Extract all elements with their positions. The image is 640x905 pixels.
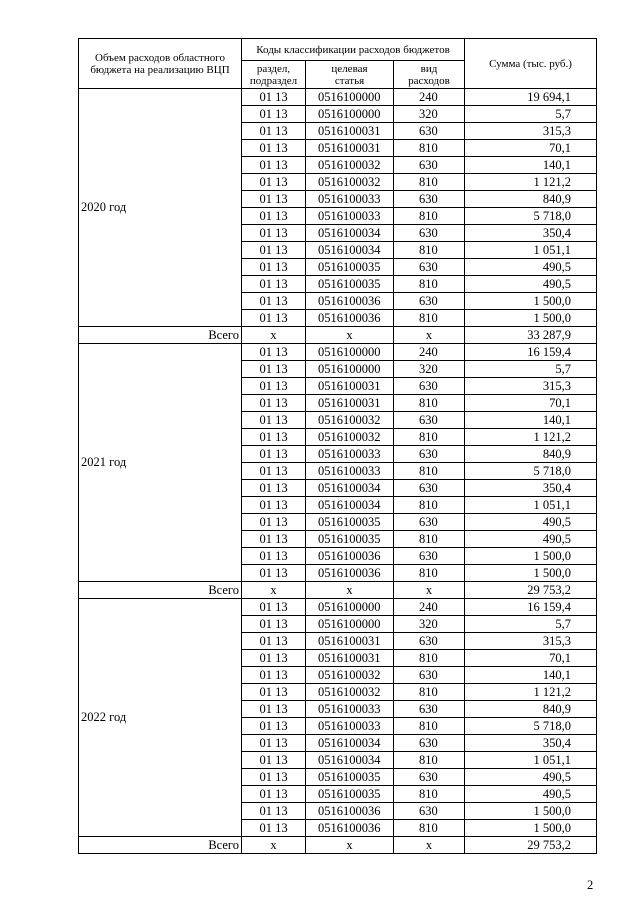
section-cell: 01 13	[242, 208, 306, 225]
type-cell: 240	[394, 89, 465, 106]
header-volume: Объем расходов областного бюджета на реализацию ВЦП	[79, 39, 242, 89]
article-cell: 0516100033	[306, 446, 394, 463]
sum-cell: 315,3	[465, 123, 597, 140]
article-cell: 0516100032	[306, 684, 394, 701]
type-cell: 810	[394, 174, 465, 191]
sum-cell: 1 500,0	[465, 310, 597, 327]
total-x-cell: x	[394, 582, 465, 599]
article-cell: 0516100032	[306, 667, 394, 684]
type-cell: 810	[394, 429, 465, 446]
sum-cell: 5 718,0	[465, 463, 597, 480]
article-cell: 0516100000	[306, 616, 394, 633]
sum-cell: 140,1	[465, 412, 597, 429]
total-x-cell: x	[306, 837, 394, 854]
article-cell: 0516100035	[306, 786, 394, 803]
type-cell: 630	[394, 548, 465, 565]
sum-cell: 490,5	[465, 786, 597, 803]
article-cell: 0516100036	[306, 820, 394, 837]
total-x-cell: x	[242, 837, 306, 854]
article-cell: 0516100033	[306, 191, 394, 208]
type-cell: 810	[394, 565, 465, 582]
section-cell: 01 13	[242, 548, 306, 565]
table-row	[79, 344, 597, 361]
total-label: Всего	[79, 582, 242, 599]
article-cell: 0516100031	[306, 650, 394, 667]
article-cell: 0516100033	[306, 718, 394, 735]
total-x-cell: x	[394, 837, 465, 854]
article-cell: 0516100035	[306, 531, 394, 548]
header-article: целевая статья	[306, 61, 394, 89]
article-cell: 0516100031	[306, 140, 394, 157]
section-cell: 01 13	[242, 480, 306, 497]
sum-cell: 5,7	[465, 616, 597, 633]
sum-cell: 840,9	[465, 446, 597, 463]
sum-cell: 5 718,0	[465, 208, 597, 225]
section-cell: 01 13	[242, 276, 306, 293]
article-cell: 0516100034	[306, 752, 394, 769]
budget-table	[78, 38, 597, 854]
sum-cell: 140,1	[465, 157, 597, 174]
sum-cell: 5,7	[465, 106, 597, 123]
type-cell: 630	[394, 446, 465, 463]
header-section: раздел, подраздел	[242, 61, 306, 89]
section-cell: 01 13	[242, 616, 306, 633]
article-cell: 0516100035	[306, 259, 394, 276]
type-cell: 810	[394, 650, 465, 667]
sum-cell: 70,1	[465, 650, 597, 667]
type-cell: 810	[394, 140, 465, 157]
article-cell: 0516100036	[306, 293, 394, 310]
section-cell: 01 13	[242, 531, 306, 548]
article-cell: 0516100032	[306, 429, 394, 446]
article-cell: 0516100033	[306, 208, 394, 225]
type-cell: 810	[394, 208, 465, 225]
section-cell: 01 13	[242, 310, 306, 327]
sum-cell: 1 051,1	[465, 752, 597, 769]
type-cell: 810	[394, 531, 465, 548]
type-cell: 810	[394, 684, 465, 701]
sum-cell: 1 500,0	[465, 293, 597, 310]
sum-cell: 350,4	[465, 480, 597, 497]
total-sum: 33 287,9	[465, 327, 597, 344]
article-cell: 0516100000	[306, 89, 394, 106]
sum-cell: 490,5	[465, 276, 597, 293]
section-cell: 01 13	[242, 650, 306, 667]
section-cell: 01 13	[242, 701, 306, 718]
sum-cell: 840,9	[465, 191, 597, 208]
total-row	[79, 582, 597, 599]
type-cell: 810	[394, 718, 465, 735]
year-label: 2021 год	[79, 344, 242, 582]
sum-cell: 315,3	[465, 633, 597, 650]
table-body	[79, 89, 597, 854]
type-cell: 630	[394, 803, 465, 820]
total-x-cell: x	[306, 327, 394, 344]
type-cell: 810	[394, 310, 465, 327]
section-cell: 01 13	[242, 786, 306, 803]
article-cell: 0516100034	[306, 480, 394, 497]
type-cell: 810	[394, 820, 465, 837]
section-cell: 01 13	[242, 429, 306, 446]
type-cell: 240	[394, 599, 465, 616]
section-cell: 01 13	[242, 752, 306, 769]
header-codes: Коды классификации расходов бюджетов	[242, 39, 465, 61]
section-cell: 01 13	[242, 174, 306, 191]
sum-cell: 840,9	[465, 701, 597, 718]
section-cell: 01 13	[242, 735, 306, 752]
total-x-cell: x	[306, 582, 394, 599]
sum-cell: 19 694,1	[465, 89, 597, 106]
article-cell: 0516100036	[306, 565, 394, 582]
section-cell: 01 13	[242, 293, 306, 310]
type-cell: 630	[394, 480, 465, 497]
section-cell: 01 13	[242, 769, 306, 786]
article-cell: 0516100000	[306, 106, 394, 123]
section-cell: 01 13	[242, 259, 306, 276]
article-cell: 0516100036	[306, 803, 394, 820]
sum-cell: 490,5	[465, 769, 597, 786]
article-cell: 0516100031	[306, 123, 394, 140]
article-cell: 0516100034	[306, 225, 394, 242]
sum-cell: 350,4	[465, 225, 597, 242]
sum-cell: 1 121,2	[465, 174, 597, 191]
article-cell: 0516100035	[306, 769, 394, 786]
type-cell: 630	[394, 412, 465, 429]
total-sum: 29 753,2	[465, 837, 597, 854]
article-cell: 0516100035	[306, 514, 394, 531]
total-row	[79, 837, 597, 854]
section-cell: 01 13	[242, 123, 306, 140]
total-row	[79, 327, 597, 344]
type-cell: 630	[394, 735, 465, 752]
type-cell: 240	[394, 344, 465, 361]
type-cell: 630	[394, 259, 465, 276]
article-cell: 0516100035	[306, 276, 394, 293]
type-cell: 630	[394, 157, 465, 174]
section-cell: 01 13	[242, 599, 306, 616]
sum-cell: 1 051,1	[465, 497, 597, 514]
sum-cell: 490,5	[465, 259, 597, 276]
article-cell: 0516100034	[306, 242, 394, 259]
type-cell: 630	[394, 701, 465, 718]
sum-cell: 350,4	[465, 735, 597, 752]
section-cell: 01 13	[242, 157, 306, 174]
type-cell: 810	[394, 242, 465, 259]
type-cell: 630	[394, 769, 465, 786]
sum-cell: 16 159,4	[465, 599, 597, 616]
article-cell: 0516100034	[306, 735, 394, 752]
section-cell: 01 13	[242, 89, 306, 106]
sum-cell: 1 121,2	[465, 684, 597, 701]
section-cell: 01 13	[242, 514, 306, 531]
article-cell: 0516100036	[306, 548, 394, 565]
type-cell: 320	[394, 106, 465, 123]
article-cell: 0516100031	[306, 395, 394, 412]
table-row	[79, 89, 597, 106]
sum-cell: 1 051,1	[465, 242, 597, 259]
table-row	[79, 599, 597, 616]
article-cell: 0516100032	[306, 174, 394, 191]
total-label: Всего	[79, 327, 242, 344]
section-cell: 01 13	[242, 718, 306, 735]
type-cell: 810	[394, 497, 465, 514]
type-cell: 630	[394, 633, 465, 650]
section-cell: 01 13	[242, 565, 306, 582]
type-cell: 320	[394, 361, 465, 378]
article-cell: 0516100032	[306, 412, 394, 429]
sum-cell: 70,1	[465, 140, 597, 157]
sum-cell: 490,5	[465, 531, 597, 548]
section-cell: 01 13	[242, 140, 306, 157]
section-cell: 01 13	[242, 344, 306, 361]
section-cell: 01 13	[242, 395, 306, 412]
section-cell: 01 13	[242, 361, 306, 378]
sum-cell: 1 500,0	[465, 803, 597, 820]
type-cell: 810	[394, 395, 465, 412]
total-x-cell: x	[242, 582, 306, 599]
type-cell: 810	[394, 752, 465, 769]
section-cell: 01 13	[242, 446, 306, 463]
section-cell: 01 13	[242, 378, 306, 395]
article-cell: 0516100034	[306, 497, 394, 514]
section-cell: 01 13	[242, 803, 306, 820]
total-sum: 29 753,2	[465, 582, 597, 599]
type-cell: 630	[394, 514, 465, 531]
article-cell: 0516100031	[306, 633, 394, 650]
type-cell: 630	[394, 123, 465, 140]
section-cell: 01 13	[242, 820, 306, 837]
total-x-cell: x	[242, 327, 306, 344]
section-cell: 01 13	[242, 242, 306, 259]
section-cell: 01 13	[242, 633, 306, 650]
sum-cell: 5,7	[465, 361, 597, 378]
section-cell: 01 13	[242, 667, 306, 684]
section-cell: 01 13	[242, 106, 306, 123]
article-cell: 0516100032	[306, 157, 394, 174]
type-cell: 630	[394, 225, 465, 242]
section-cell: 01 13	[242, 191, 306, 208]
sum-cell: 140,1	[465, 667, 597, 684]
section-cell: 01 13	[242, 225, 306, 242]
sum-cell: 1 500,0	[465, 820, 597, 837]
year-label: 2022 год	[79, 599, 242, 837]
sum-cell: 1 500,0	[465, 548, 597, 565]
section-cell: 01 13	[242, 412, 306, 429]
sum-cell: 5 718,0	[465, 718, 597, 735]
sum-cell: 490,5	[465, 514, 597, 531]
type-cell: 810	[394, 276, 465, 293]
section-cell: 01 13	[242, 463, 306, 480]
type-cell: 630	[394, 293, 465, 310]
sum-cell: 16 159,4	[465, 344, 597, 361]
article-cell: 0516100000	[306, 599, 394, 616]
header-type: вид расходов	[394, 61, 465, 89]
year-label: 2020 год	[79, 89, 242, 327]
article-cell: 0516100000	[306, 361, 394, 378]
sum-cell: 70,1	[465, 395, 597, 412]
article-cell: 0516100036	[306, 310, 394, 327]
article-cell: 0516100033	[306, 463, 394, 480]
article-cell: 0516100033	[306, 701, 394, 718]
sum-cell: 1 121,2	[465, 429, 597, 446]
total-x-cell: x	[394, 327, 465, 344]
section-cell: 01 13	[242, 684, 306, 701]
type-cell: 630	[394, 378, 465, 395]
type-cell: 630	[394, 191, 465, 208]
sum-cell: 1 500,0	[465, 565, 597, 582]
header-sum: Сумма (тыс. руб.)	[465, 39, 597, 89]
total-label: Всего	[79, 837, 242, 854]
page-number: 2	[587, 878, 594, 892]
article-cell: 0516100031	[306, 378, 394, 395]
article-cell: 0516100000	[306, 344, 394, 361]
table-header	[79, 39, 597, 89]
type-cell: 320	[394, 616, 465, 633]
type-cell: 810	[394, 786, 465, 803]
type-cell: 630	[394, 667, 465, 684]
type-cell: 810	[394, 463, 465, 480]
sum-cell: 315,3	[465, 378, 597, 395]
section-cell: 01 13	[242, 497, 306, 514]
